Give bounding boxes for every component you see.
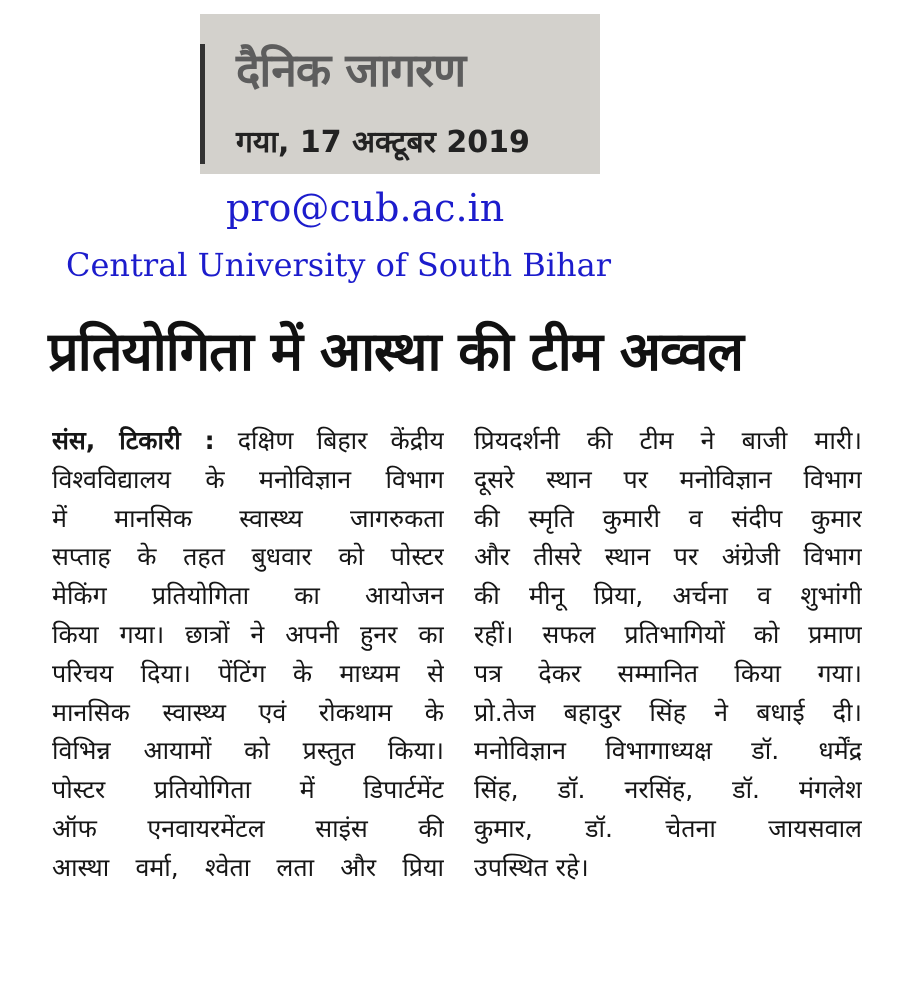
article-line: विभिन्न आयामों को प्रस्तुत किया।: [52, 736, 444, 766]
article-column-right: [474, 422, 862, 888]
article-line: रहीं। सफल प्रतिभागियों को प्रमाण: [474, 619, 862, 649]
article-line: मनोविज्ञान विभागाध्यक्ष डॉ. धर्मेंद्र: [474, 736, 862, 766]
article-headline: प्रतियोगिता में आस्था की टीम अव्वल: [48, 320, 743, 383]
dateline: गया, 17 अक्टूबर 2019: [236, 125, 530, 160]
article-line: दूसरे स्थान पर मनोविज्ञान विभाग: [474, 464, 862, 494]
masthead-divider: [200, 44, 205, 164]
byline: संस, टिकारी :: [52, 426, 215, 455]
article-line: सप्ताह के तहत बुधवार को पोस्टर: [52, 542, 444, 572]
article-line: की मीनू प्रिया, अर्चना व शुभांगी: [474, 581, 862, 611]
article-line: परिचय दिया। पेंटिंग के माध्यम से: [52, 658, 444, 688]
article-line: सिंह, डॉ. नरसिंह, डॉ. मंगलेश: [474, 775, 862, 805]
university-name: Central University of South Bihar: [66, 246, 612, 284]
article-line: विश्वविद्यालय के मनोविज्ञान विभाग: [52, 464, 444, 494]
article-line: कुमार, डॉ. चेतना जायसवाल: [474, 813, 862, 843]
article-line: मेकिंग प्रतियोगिता का आयोजन: [52, 581, 444, 611]
contact-email: pro@cub.ac.in: [226, 186, 505, 230]
article-line: पत्र देकर सम्मानित किया गया।: [474, 658, 862, 688]
article-line: किया गया। छात्रों ने अपनी हुनर का: [52, 619, 444, 649]
article-line: मानसिक स्वास्थ्य एवं रोकथाम के: [52, 697, 444, 727]
article-line: ऑफ एनवायरमेंटल साइंस की: [52, 813, 444, 843]
article-line: और तीसरे स्थान पर अंग्रेजी विभाग: [474, 542, 862, 572]
article-line: आस्था वर्मा, श्वेता लता और प्रिया: [52, 852, 444, 882]
newspaper-name: दैनिक जागरण: [236, 43, 466, 97]
article-line: प्रियदर्शनी की टीम ने बाजी मारी।: [474, 426, 862, 455]
article-line: उपस्थित रहे।: [474, 852, 589, 882]
article-line: की स्मृति कुमारी व संदीप कुमार: [474, 503, 862, 533]
article-line: पोस्टर प्रतियोगिता में डिपार्टमेंट: [52, 775, 444, 805]
newspaper-masthead: [200, 14, 600, 174]
article-line: प्रो.तेज बहादुर सिंह ने बधाई दी।: [474, 697, 862, 727]
article-line: संस, टिकारी : दक्षिण बिहार केंद्रीय: [52, 426, 444, 455]
article-line: में मानसिक स्वास्थ्य जागरुकता: [52, 503, 444, 533]
article-column-left: [52, 422, 444, 888]
